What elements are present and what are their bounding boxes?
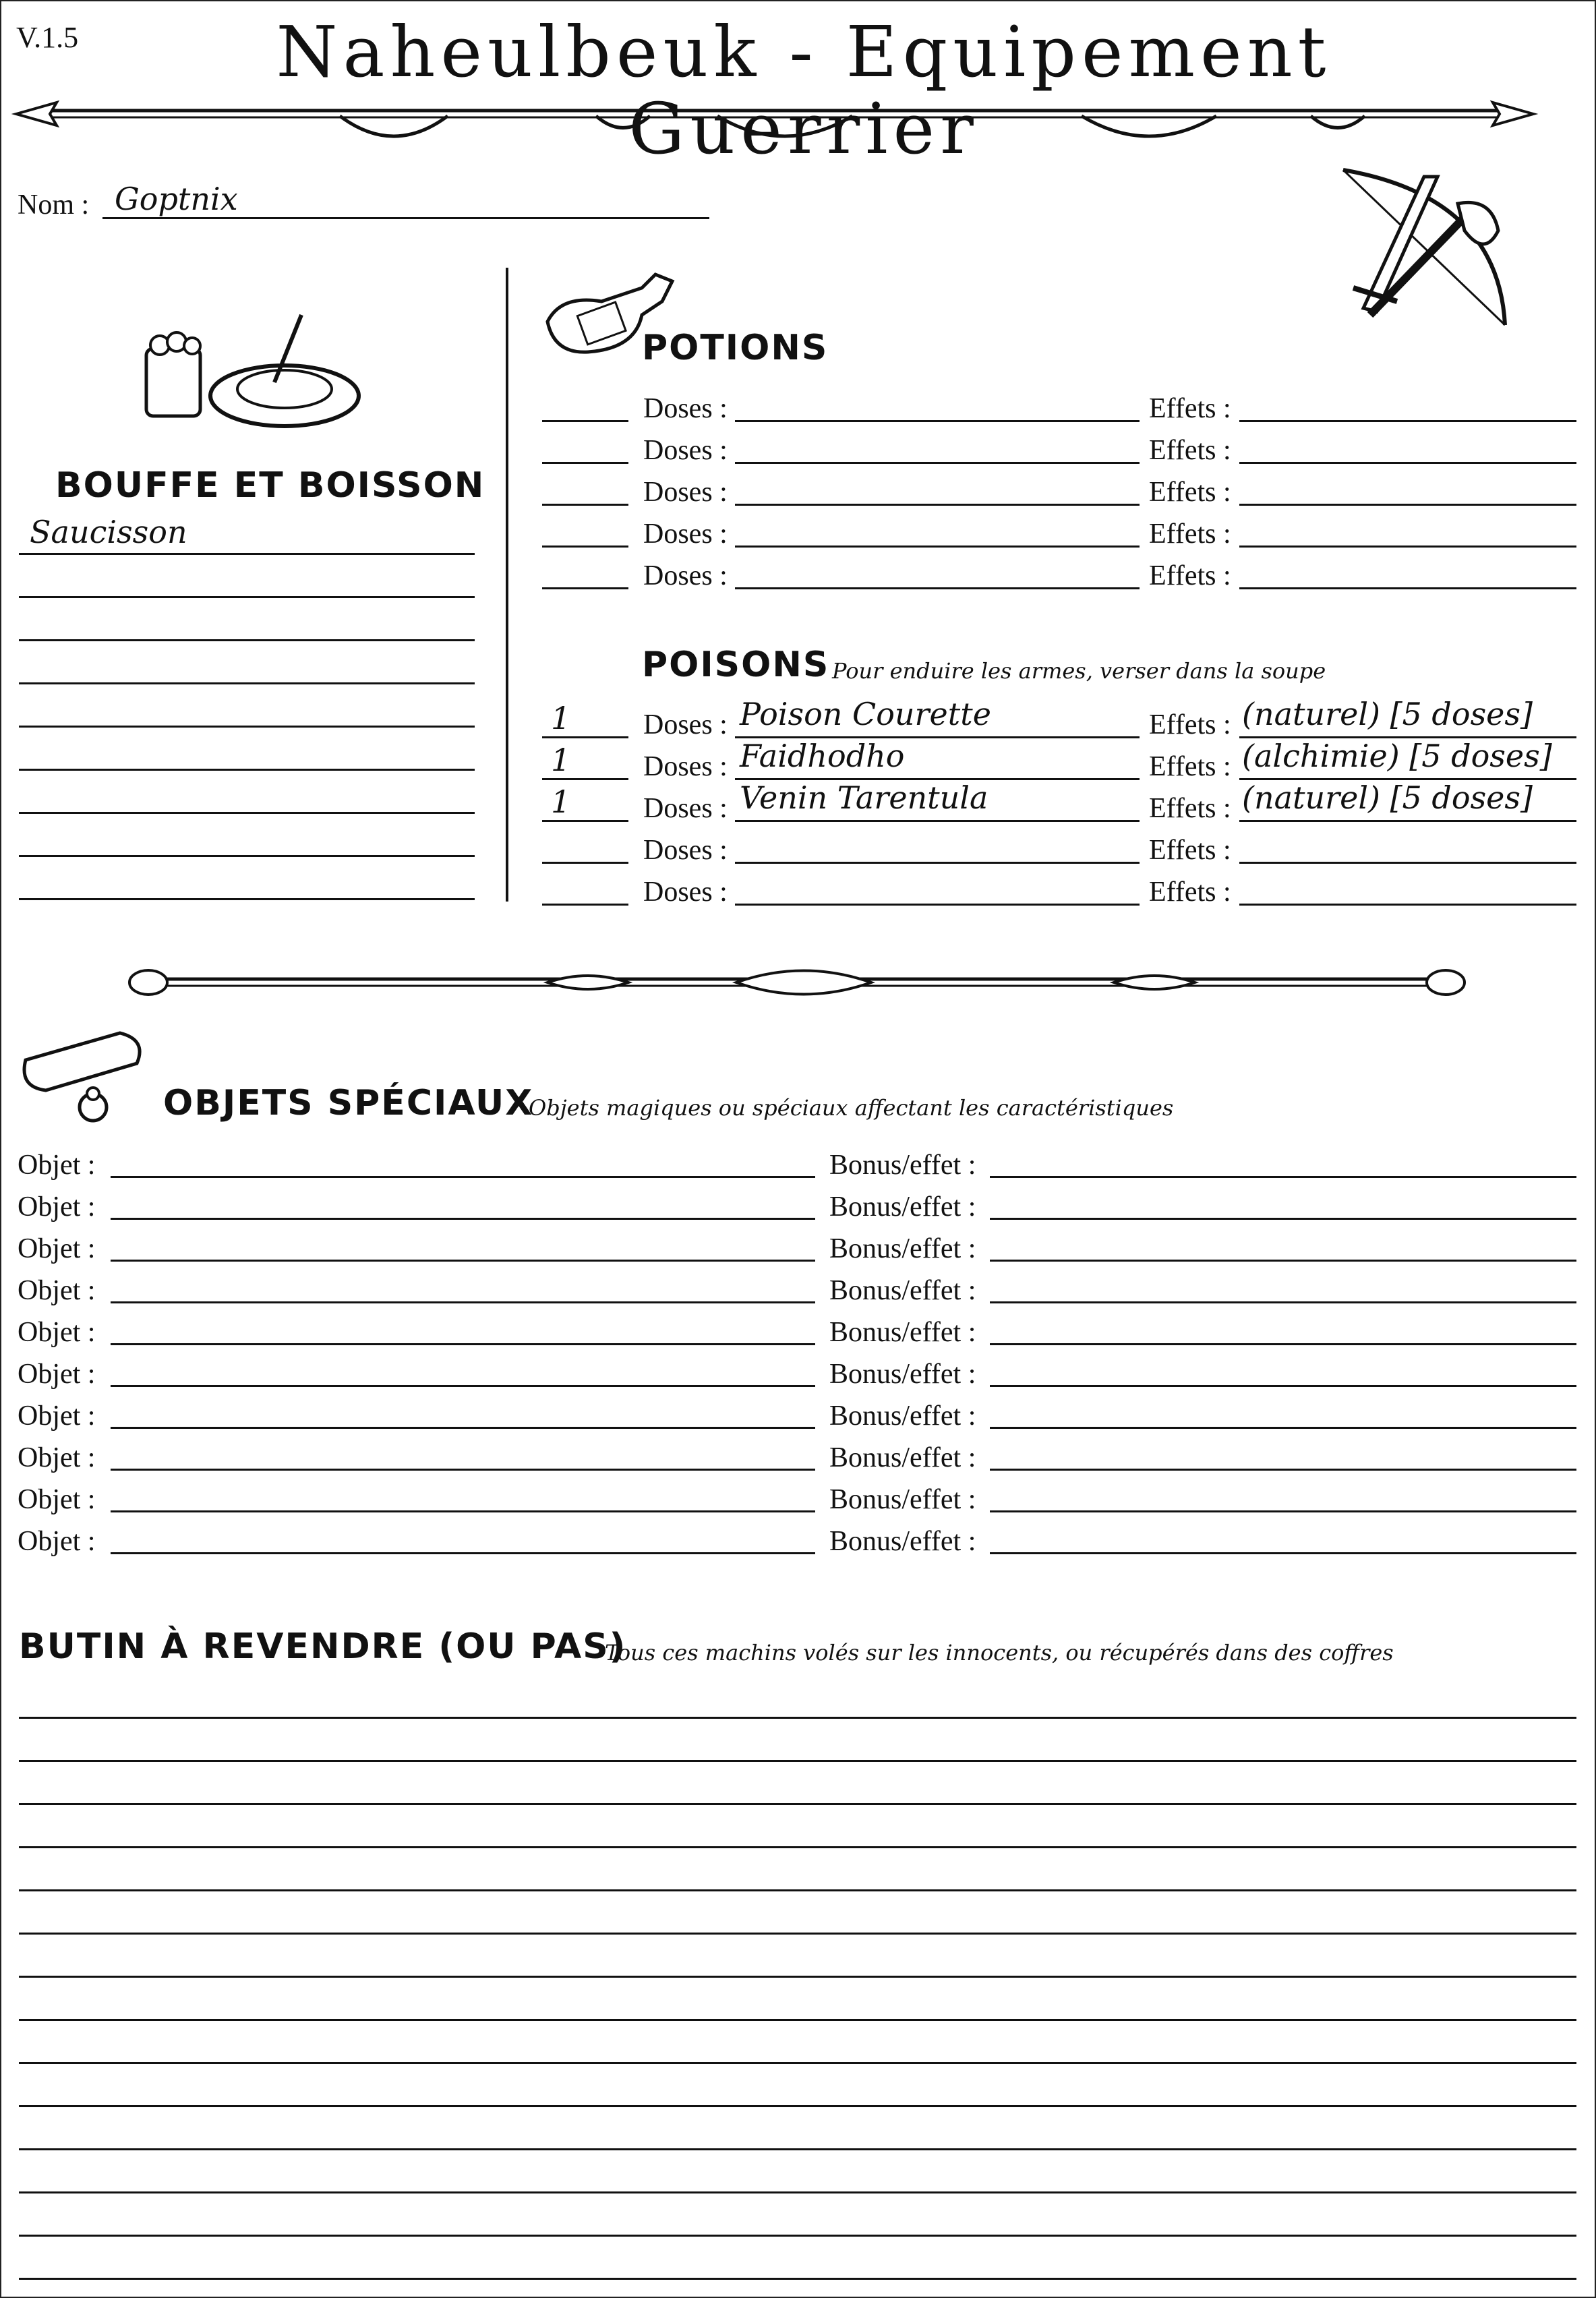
potion-doses-label: Doses : <box>643 435 728 466</box>
special-subtitle: Objets magiques ou spéciaux affectant les caractéristiques <box>529 1095 1174 1121</box>
object-label: Objet : <box>18 1401 96 1432</box>
loot-title: BUTIN À REVENDRE (OU PAS) <box>19 1626 627 1667</box>
name-field[interactable]: Goptnix <box>115 181 238 217</box>
poison-effect[interactable]: (naturel) [5 doses] <box>1242 779 1533 816</box>
potion-effects-label: Effets : <box>1149 477 1231 508</box>
object-label: Objet : <box>18 1359 96 1390</box>
bonus-label: Bonus/effet : <box>829 1442 976 1473</box>
object-label: Objet : <box>18 1233 96 1264</box>
poison-qty[interactable]: 1 <box>551 700 571 736</box>
potion-effects-label: Effets : <box>1149 435 1231 466</box>
object-label: Objet : <box>18 1191 96 1222</box>
object-label: Objet : <box>18 1484 96 1515</box>
poison-doses-label: Doses : <box>643 877 728 908</box>
spear-divider-icon <box>16 82 1533 150</box>
bonus-label: Bonus/effet : <box>829 1359 976 1390</box>
potion-effects-label: Effets : <box>1149 560 1231 591</box>
object-label: Objet : <box>18 1442 96 1473</box>
poison-effects-label: Effets : <box>1149 835 1231 866</box>
food-icon <box>140 308 362 436</box>
bonus-label: Bonus/effet : <box>829 1484 976 1515</box>
potion-doses-label: Doses : <box>643 519 728 550</box>
object-label: Objet : <box>18 1275 96 1306</box>
poison-name[interactable]: Venin Tarentula <box>740 779 988 816</box>
poison-doses-label: Doses : <box>643 751 728 782</box>
poison-effects-label: Effets : <box>1149 877 1231 908</box>
poisons-subtitle: Pour enduire les armes, verser dans la soupe <box>832 658 1326 684</box>
potion-effects-label: Effets : <box>1149 519 1231 550</box>
poisons-title: POISONS <box>642 645 830 685</box>
bonus-label: Bonus/effet : <box>829 1526 976 1557</box>
poison-name[interactable]: Poison Courette <box>740 696 991 732</box>
food-item[interactable]: Saucisson <box>30 514 187 550</box>
potion-doses-label: Doses : <box>643 393 728 424</box>
scroll-ring-icon <box>19 1026 154 1127</box>
poison-name[interactable]: Faidhodho <box>740 738 905 774</box>
poison-effects-label: Effets : <box>1149 709 1231 740</box>
bonus-label: Bonus/effet : <box>829 1150 976 1181</box>
bonus-label: Bonus/effet : <box>829 1275 976 1306</box>
poison-doses-label: Doses : <box>643 835 728 866</box>
food-title: BOUFFE ET BOISSON <box>55 465 485 506</box>
poison-effects-label: Effets : <box>1149 751 1231 782</box>
special-title: OBJETS SPÉCIAUX <box>163 1083 534 1123</box>
loot-subtitle: Tous ces machins volés sur les innocents, ou récupérés dans des coffres <box>605 1640 1394 1666</box>
bonus-label: Bonus/effet : <box>829 1233 976 1264</box>
poison-qty[interactable]: 1 <box>551 784 571 820</box>
weapons-icon <box>1330 156 1532 338</box>
poison-doses-label: Doses : <box>643 793 728 824</box>
potions-title: POTIONS <box>642 328 829 368</box>
bonus-label: Bonus/effet : <box>829 1317 976 1348</box>
poison-effect[interactable]: (naturel) [5 doses] <box>1242 696 1533 732</box>
potion-doses-label: Doses : <box>643 560 728 591</box>
object-label: Objet : <box>18 1317 96 1348</box>
poison-doses-label: Doses : <box>643 709 728 740</box>
poison-effect[interactable]: (alchimie) [5 doses] <box>1242 738 1552 774</box>
staff-divider-icon <box>129 959 1465 1006</box>
page-title: Naheulbeuk - Equipement Guerrier <box>276 11 1332 171</box>
potion-effects-label: Effets : <box>1149 393 1231 424</box>
object-label: Objet : <box>18 1526 96 1557</box>
potion-doses-label: Doses : <box>643 477 728 508</box>
bonus-label: Bonus/effet : <box>829 1401 976 1432</box>
poison-effects-label: Effets : <box>1149 793 1231 824</box>
object-label: Objet : <box>18 1150 96 1181</box>
name-label: Nom : <box>18 189 90 220</box>
version-label: V.1.5 <box>16 21 79 54</box>
bonus-label: Bonus/effet : <box>829 1191 976 1222</box>
poison-qty[interactable]: 1 <box>551 742 571 778</box>
